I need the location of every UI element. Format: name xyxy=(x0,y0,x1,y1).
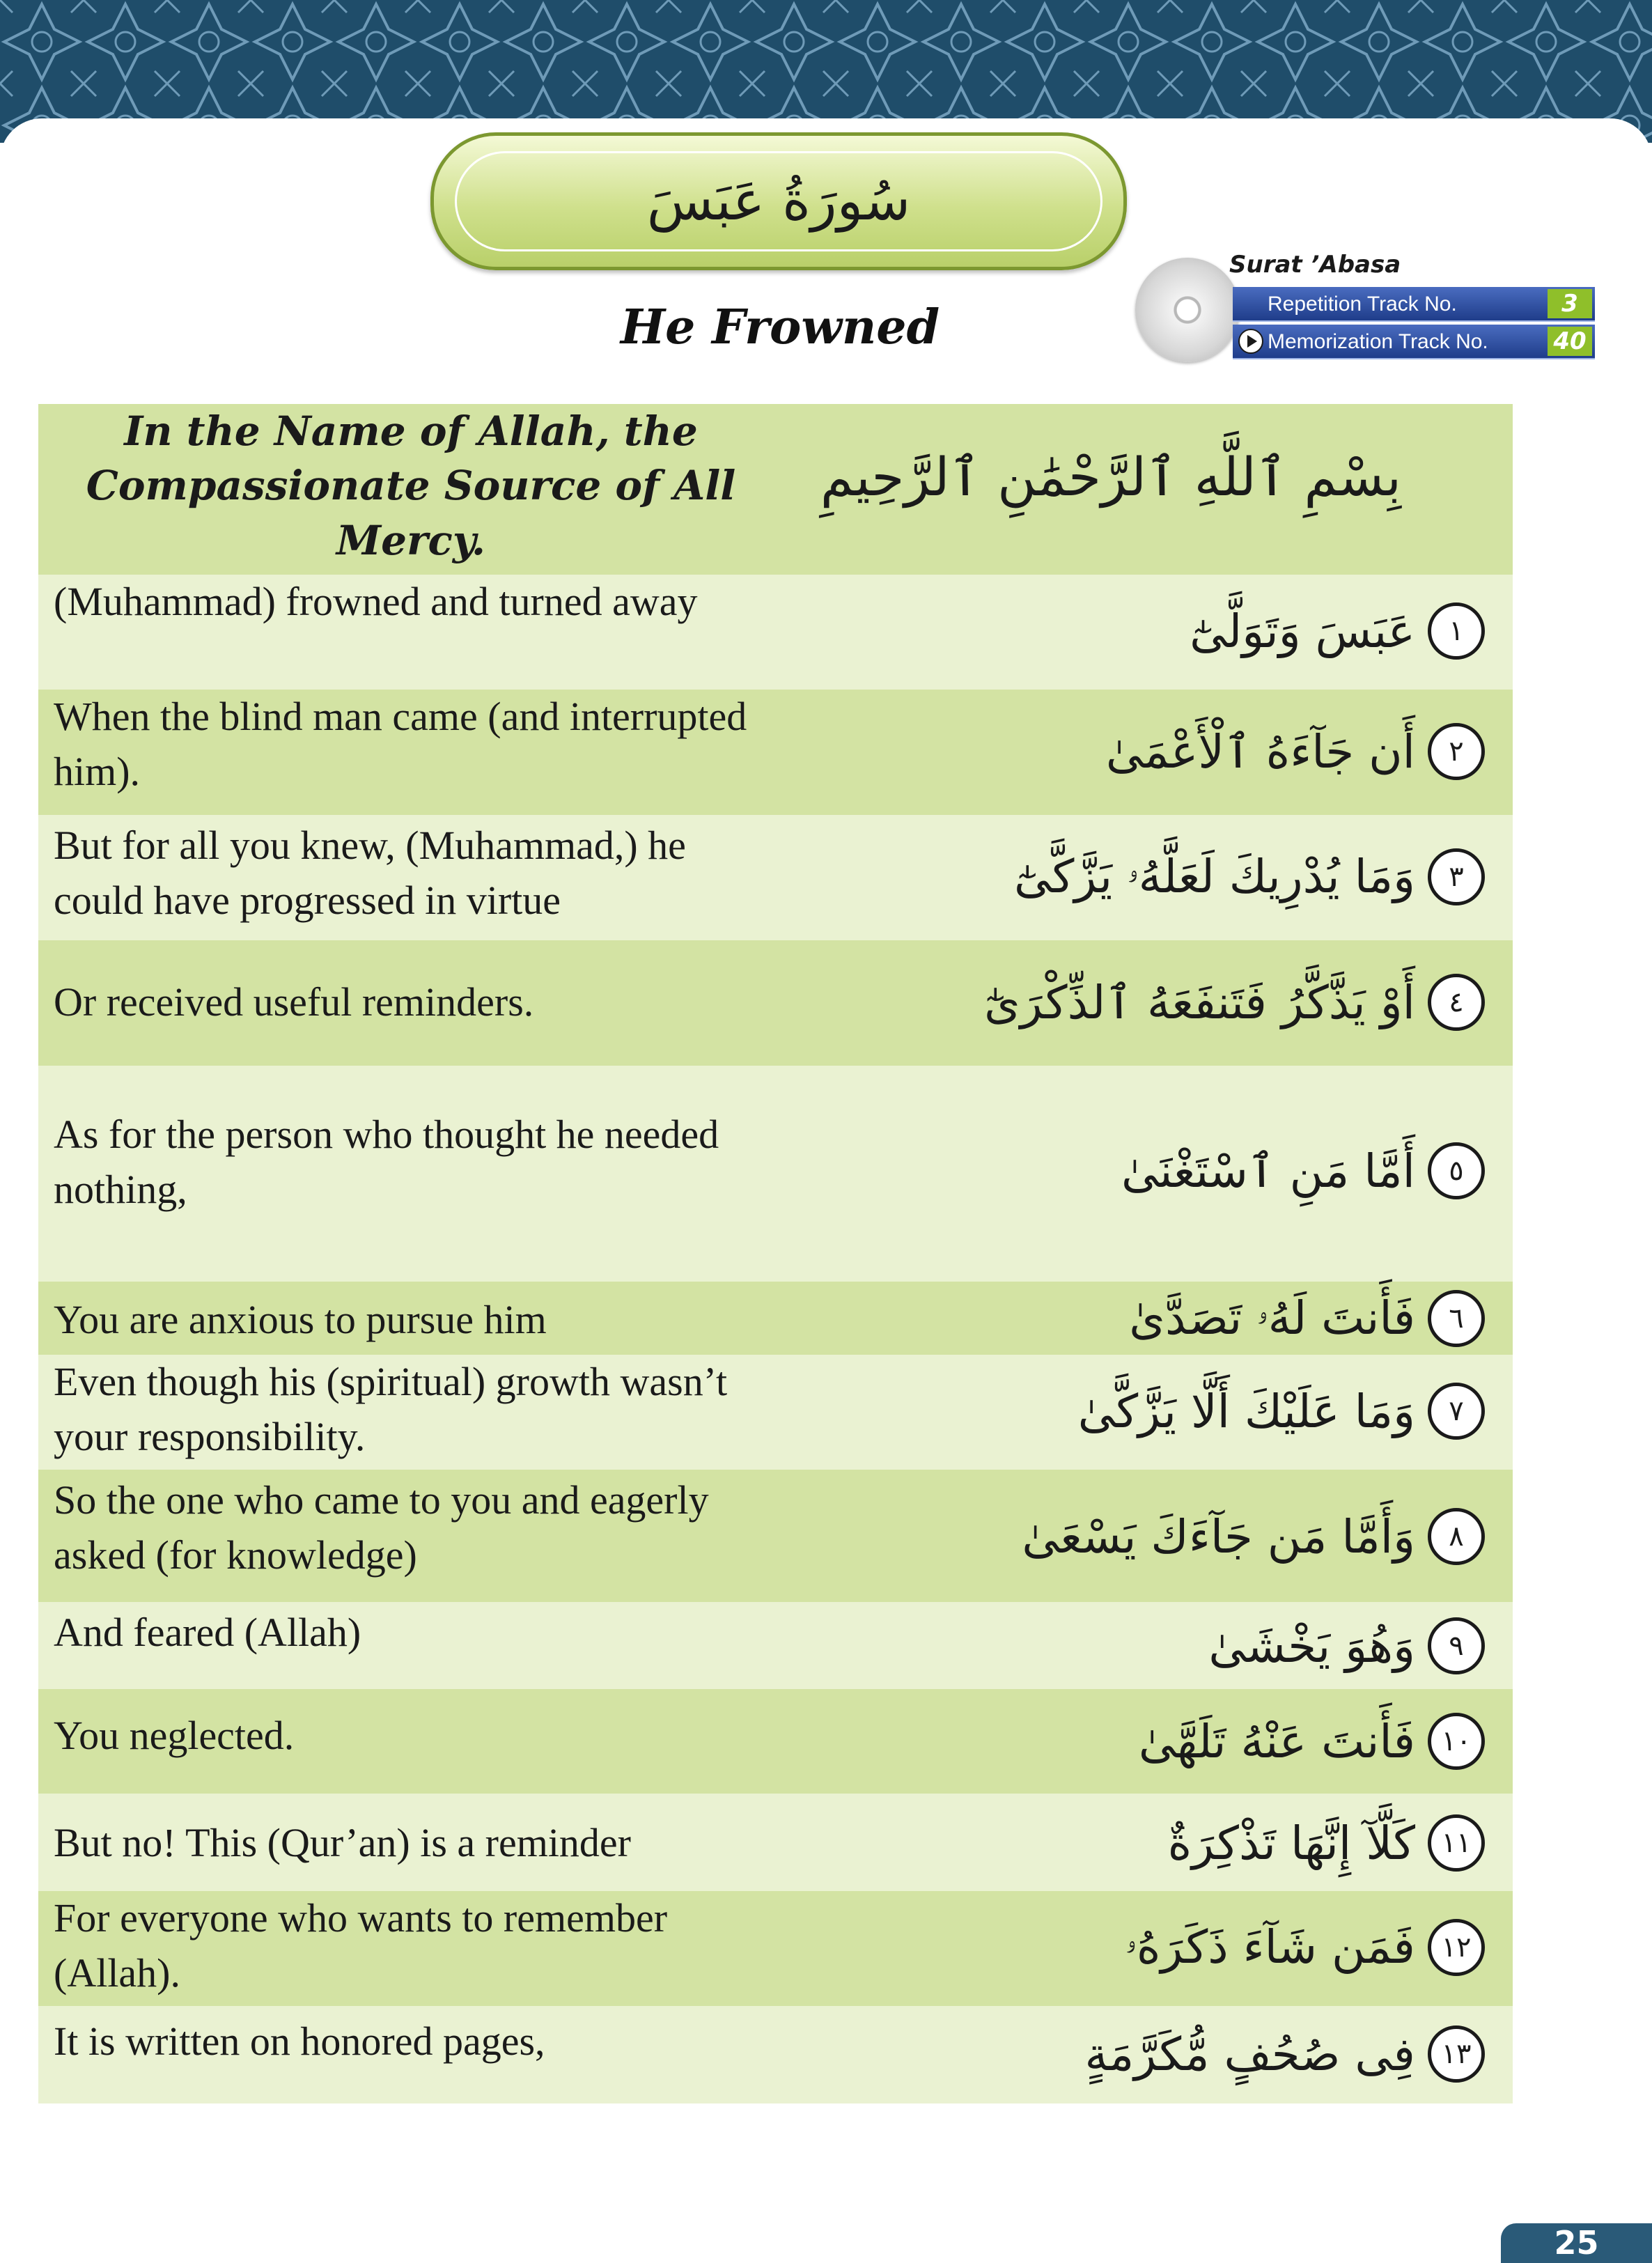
verse-arabic-text: وَمَا عَلَيْكَ أَلَّا يَزَّكَّىٰ xyxy=(1077,1384,1415,1438)
repetition-track-label: Repetition Track No. xyxy=(1268,293,1457,316)
verse-row xyxy=(38,815,1513,940)
verse-row xyxy=(38,1066,1513,1282)
verse-english: You neglected. xyxy=(54,1713,295,1758)
ayah-number-marker: ٧ xyxy=(1428,1383,1485,1440)
verse-arabic xyxy=(858,1383,1485,1440)
verse-english: Even though his (spiritual) growth wasn’t your responsibility. xyxy=(54,1359,728,1459)
verse-arabic xyxy=(858,1814,1485,1872)
ayah-number-marker: ٣ xyxy=(1428,848,1485,905)
ayah-number-marker: ٥ xyxy=(1428,1142,1485,1199)
verse-row xyxy=(38,1470,1513,1602)
verse-row xyxy=(38,2006,1513,2103)
basmala-english: In the Name of Allah, the Compassionate Source of All Mercy. xyxy=(86,407,736,564)
surah-title-banner xyxy=(430,132,1127,270)
verse-arabic-text: وَهُوَ يَخْشَىٰ xyxy=(1208,1619,1415,1673)
verse-arabic-text: وَمَا يُدْرِيكَ لَعَلَّهُۥ يَزَّكَّىٰٓ xyxy=(1013,849,1415,903)
verse-arabic xyxy=(858,602,1485,660)
verse-arabic-text: عَبَسَ وَتَوَلَّىٰٓ xyxy=(1190,604,1415,658)
ayah-number-marker: ٦ xyxy=(1428,1290,1485,1347)
verse-arabic xyxy=(858,2025,1485,2083)
verse-english: Or received useful reminders. xyxy=(54,979,534,1025)
basmala-arabic-text: بِسْمِ ٱللَّهِ ٱلرَّحْمَٰنِ ٱلرَّحِيمِ xyxy=(820,446,1401,508)
basmala-row xyxy=(38,404,1513,575)
verse-english: And feared (Allah) xyxy=(54,1610,361,1655)
verse-row xyxy=(38,1689,1513,1794)
verse-row xyxy=(38,1355,1513,1470)
verse-arabic-text: أَوْ يَذَّكَّرُ فَتَنفَعَهُ ٱلذِّكْرَىٰٓ xyxy=(984,975,1415,1029)
ayah-number-marker: ١١ xyxy=(1428,1814,1485,1872)
verse-arabic xyxy=(858,1508,1485,1565)
verse-arabic xyxy=(858,848,1485,905)
verse-arabic-text: أَمَّا مَنِ ٱسْتَغْنَىٰ xyxy=(1121,1144,1415,1198)
verse-row xyxy=(38,1891,1513,2006)
cd-icon xyxy=(1135,258,1240,362)
verse-english: But no! This (Qur’an) is a reminder xyxy=(54,1820,631,1865)
surah-title-arabic: سُورَةُ عَبَسَ xyxy=(646,170,911,233)
verse-arabic-text: فَأَنتَ عَنْهُ تَلَهَّىٰ xyxy=(1138,1714,1415,1768)
verse-arabic-text: فَمَن شَآءَ ذَكَرَهُۥ xyxy=(1125,1920,1415,1974)
verse-arabic xyxy=(858,974,1485,1031)
verse-arabic-text: وَأَمَّا مَن جَآءَكَ يَسْعَىٰ xyxy=(1022,1509,1415,1564)
verse-english: You are anxious to pursue him xyxy=(54,1297,547,1342)
memorization-track-label: Memorization Track No. xyxy=(1268,330,1488,353)
verse-arabic xyxy=(858,1713,1485,1770)
ayah-number-marker: ١٣ xyxy=(1428,2025,1485,2083)
verse-row xyxy=(38,940,1513,1066)
ayah-number-marker: ٢ xyxy=(1428,723,1485,780)
ayah-number-marker: ٤ xyxy=(1428,974,1485,1031)
audio-track-info xyxy=(1135,251,1595,369)
repetition-track-number: 3 xyxy=(1548,289,1592,318)
verse-arabic xyxy=(858,1617,1485,1674)
verse-row xyxy=(38,690,1513,815)
verse-arabic-text: كَلَّآ إِنَّهَا تَذْكِرَةٌ xyxy=(1167,1816,1415,1870)
repetition-track-row xyxy=(1233,287,1595,322)
ayah-number-marker: ٩ xyxy=(1428,1617,1485,1674)
verse-arabic-text: فِى صُحُفٍ مُّكَرَّمَةٍ xyxy=(1084,2027,1415,2081)
verse-english: So the one who came to you and eagerly asked (for knowledge) xyxy=(54,1477,709,1578)
verse-row xyxy=(38,1794,1513,1891)
verse-row xyxy=(38,1602,1513,1689)
ayah-number-marker: ١ xyxy=(1428,602,1485,660)
verse-english: But for all you knew, (Muhammad,) he could have progressed in virtue xyxy=(54,823,686,923)
verse-english: When the blind man came (and interrupted him). xyxy=(54,694,747,794)
surah-title-inner xyxy=(455,151,1102,251)
verse-row xyxy=(38,1282,1513,1355)
verse-arabic xyxy=(858,1919,1485,1976)
memorization-track-number: 40 xyxy=(1548,327,1592,356)
play-icon[interactable] xyxy=(1238,329,1263,354)
memorization-track-row xyxy=(1233,325,1595,359)
ayah-number-marker: ٨ xyxy=(1428,1508,1485,1565)
verse-arabic-text: فَأَنتَ لَهُۥ تَصَدَّىٰ xyxy=(1129,1291,1415,1345)
verse-english: It is written on honored pages, xyxy=(54,2019,545,2064)
verse-arabic xyxy=(858,1290,1485,1347)
verse-arabic-text: أَن جَآءَهُ ٱلْأَعْمَىٰ xyxy=(1105,724,1415,779)
verse-arabic xyxy=(858,723,1485,780)
verse-english: For everyone who wants to remember (Allah). xyxy=(54,1895,668,1996)
ayah-number-marker: ١٠ xyxy=(1428,1713,1485,1770)
basmala-arabic xyxy=(774,446,1401,508)
ayah-number-marker: ١٢ xyxy=(1428,1919,1485,1976)
verse-english: As for the person who thought he needed nothing, xyxy=(54,1112,719,1212)
verse-row xyxy=(38,575,1513,690)
page-number: 25 xyxy=(1501,2223,1652,2263)
verse-english: (Muhammad) frowned and turned away xyxy=(54,579,698,624)
surat-name: Surat ’Abasa xyxy=(1229,251,1401,279)
verse-arabic xyxy=(858,1142,1485,1199)
english-title: He Frowned xyxy=(620,300,940,355)
